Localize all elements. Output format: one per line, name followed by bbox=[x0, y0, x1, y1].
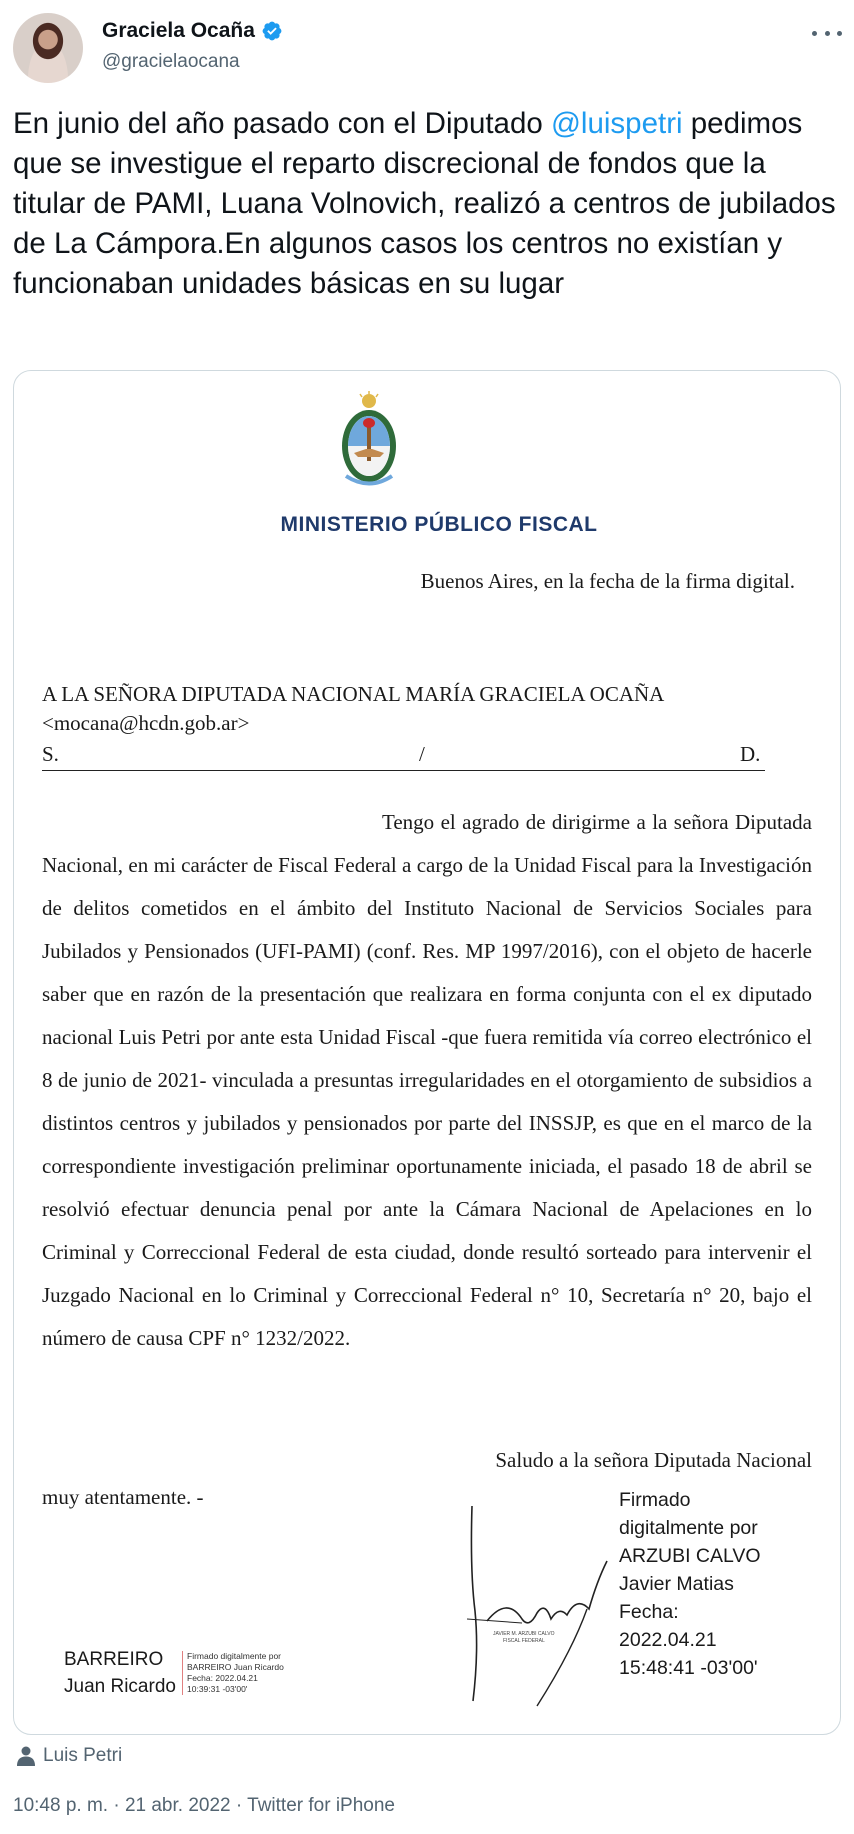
tweet-media-image[interactable] bbox=[13, 370, 841, 1735]
sign-left-detail: BARREIRO Juan Ricardo bbox=[187, 1662, 284, 1672]
tweet-text-part: En junio del año pasado con el Diputado bbox=[13, 107, 551, 140]
document-image bbox=[14, 371, 841, 1735]
tagged-user[interactable] bbox=[17, 1745, 122, 1767]
date-line: Buenos Aires, en la fecha de la firma digital. bbox=[420, 569, 795, 593]
letter-body-first: Tengo el agrado de dirigirme a la señora bbox=[382, 810, 729, 834]
tagged-user-name[interactable]: Luis Petri bbox=[43, 1745, 123, 1766]
salutation-line bbox=[42, 739, 765, 771]
digital-signature-right bbox=[619, 1486, 761, 1682]
sd-s: S. bbox=[42, 742, 59, 766]
svg-text:JAVIER M. ARZUBI CALVO: JAVIER M. ARZUBI CALVO bbox=[493, 1631, 555, 1637]
mention-link[interactable]: @luispetri bbox=[550, 107, 683, 140]
addressee-email: <mocana@hcdn.gob.ar> bbox=[42, 711, 250, 735]
tweet-header bbox=[0, 0, 854, 100]
tweet-text bbox=[13, 104, 843, 304]
person-icon bbox=[17, 1746, 35, 1766]
closing-line: Saludo a la señora Diputada Nacional bbox=[495, 1448, 812, 1472]
addressee: A LA SEÑORA DIPUTADA NACIONAL MARÍA GRACIELA OCAÑA bbox=[42, 682, 665, 706]
svg-text:FISCAL FEDERAL: FISCAL FEDERAL bbox=[503, 1638, 545, 1644]
author-handle[interactable]: @gracielaocana bbox=[102, 51, 240, 72]
sign-line: 2022.04.21 bbox=[619, 1629, 717, 1651]
sd-d: D. bbox=[740, 742, 761, 766]
author-name[interactable]: Graciela Ocaña bbox=[102, 19, 255, 42]
sign-left-line: Juan Ricardo bbox=[64, 1676, 176, 1697]
letter-body-rest: Diputada Nacional, en mi carácter de Fiscal Federal a cargo de la Unidad Fiscal para la Investigación de delitos cometidos en el ámbito del Instituto Nacional de Servicios Sociales para Jubilados y Pensionados (UFI-PAMI) (conf. Res. MP 1997/2016), con el objeto de hacerle saber que en razón de la presentación que realizara en forma conjunta con el ex diputado nacional Luis Petri por ante esta Unidad Fiscal -que fuera remitida vía correo electrónico el 8 de junio de 2021- vinculada a presuntas irregularidades en el otorgamiento de subsidios a distintos centros y jubilados y pensionados por parte del INSSJP, es que en el marco de la correspondiente investigación preliminar oportunamente iniciada, el pasado 18 de abril se resolvió efectuar denuncia penal por ante la Cámara Nacional de Apelaciones en lo Criminal y Correccional Federal de esta ciudad, donde resultó sorteado para intervenir el Juzgado Nacional en lo Criminal y Correccional Federal n° 10, Secretaría n° 20, bajo el número de causa CPF n° 1232/2022. bbox=[42, 810, 812, 1350]
sign-line: Javier Matias bbox=[619, 1573, 734, 1595]
ministry-title: MINISTERIO PÚBLICO FISCAL bbox=[280, 513, 598, 536]
sign-left-line: BARREIRO bbox=[64, 1649, 164, 1670]
sign-line: 15:48:41 -03'00' bbox=[619, 1657, 758, 1679]
sign-left-detail: Fecha: 2022.04.21 bbox=[187, 1673, 258, 1683]
tweet-timestamp[interactable]: 10:48 p. m. · 21 abr. 2022 · Twitter for iPhone bbox=[13, 1795, 395, 1816]
sign-line: Firmado bbox=[619, 1489, 691, 1511]
sd-slash: / bbox=[419, 742, 425, 766]
coat-of-arms-icon bbox=[336, 391, 402, 491]
sign-left-detail: Firmado digitalmente por bbox=[187, 1651, 282, 1661]
sign-line: ARZUBI CALVO bbox=[619, 1545, 761, 1567]
verified-badge-icon bbox=[261, 20, 283, 42]
letter-body bbox=[42, 801, 812, 1360]
avatar[interactable] bbox=[13, 13, 83, 83]
tweet-text-part: pedimos que se investigue el reparto discrecional de fondos que la titular de PAMI, Luana Volnovich, realizó a centros de jubilados de La Cámpora.En algunos casos los centros no existían y funcionaban unidades básicas en su lugar bbox=[13, 107, 836, 300]
digital-signature-left-details bbox=[182, 1651, 284, 1695]
handwritten-signature bbox=[467, 1501, 627, 1711]
sign-line: digitalmente por bbox=[619, 1517, 758, 1539]
sign-line: Fecha: bbox=[619, 1601, 679, 1623]
more-options-icon[interactable] bbox=[812, 21, 842, 45]
sign-left-detail: 10:39:31 -03'00' bbox=[187, 1684, 248, 1694]
digital-signature-left-name bbox=[64, 1646, 176, 1700]
author-name-row[interactable] bbox=[102, 19, 283, 43]
closing-line-2: muy atentamente. - bbox=[42, 1485, 204, 1509]
